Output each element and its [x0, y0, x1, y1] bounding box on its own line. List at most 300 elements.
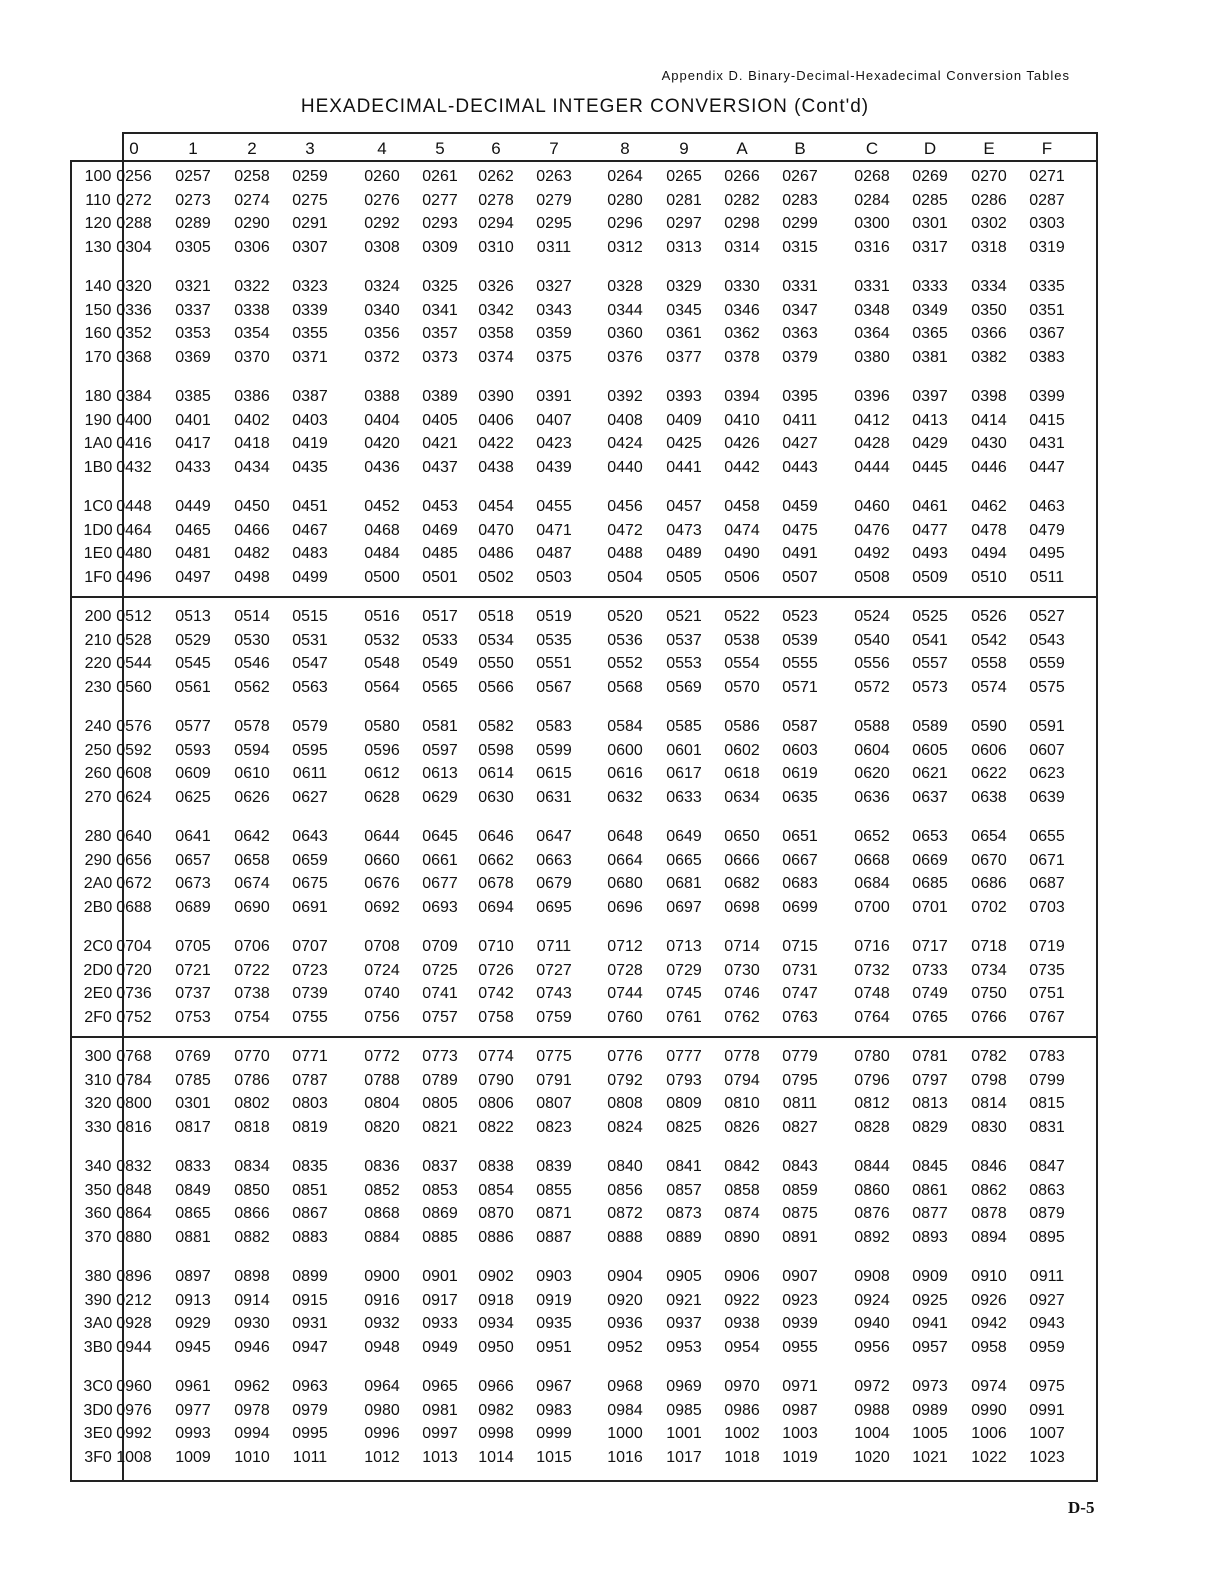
table-cell: 0450 [234, 498, 270, 515]
table-cell: 0524 [854, 608, 890, 625]
table-cell: 0285 [912, 191, 948, 209]
table-row [72, 192, 1096, 214]
table-cell: 0748 [854, 985, 890, 1002]
table-cell: 0916 [364, 1291, 400, 1309]
table-cell: 0706 [234, 938, 270, 955]
table-cell: 0514 [234, 608, 270, 625]
table-cell: 0430 [971, 435, 1007, 452]
table-cell: 0456 [607, 498, 643, 515]
table-cell: 0422 [478, 435, 514, 452]
table-cell: 0981 [422, 1401, 458, 1419]
table-cell: 0261 [422, 168, 458, 185]
table-cell: 0496 [116, 568, 152, 586]
table-cell: 0940 [854, 1315, 890, 1332]
table-cell: 0872 [607, 1205, 643, 1222]
table-cell: 0650 [724, 828, 760, 845]
table-cell: 0654 [971, 828, 1007, 845]
table-cell: 0428 [854, 435, 890, 452]
table-row [72, 302, 1096, 324]
table-cell: 0933 [422, 1315, 458, 1332]
table-cell: 0707 [292, 938, 328, 955]
table-cell: 0952 [607, 1338, 643, 1356]
table-cell: 0562 [234, 678, 270, 696]
row-label: 2F0 [84, 1008, 112, 1026]
table-cell: 0308 [364, 238, 400, 256]
table-cell: 0589 [912, 718, 948, 735]
row-label: 310 [84, 1071, 112, 1089]
table-cell: 0472 [607, 521, 643, 539]
row-label: 1E0 [83, 545, 113, 562]
table-cell: 0442 [724, 458, 760, 476]
table-cell: 0535 [536, 631, 572, 649]
table-cell: 0885 [422, 1228, 458, 1246]
table-cell: 0798 [971, 1071, 1007, 1089]
table-cell: 0327 [536, 278, 572, 295]
table-cell: 0810 [724, 1095, 760, 1112]
table-cell: 0865 [175, 1205, 211, 1222]
table-cell: 0310 [478, 238, 514, 256]
table-cell: 0839 [536, 1158, 572, 1175]
table-cell: 0917 [422, 1291, 458, 1309]
table-cell: 0459 [782, 498, 818, 515]
column-header-5: 5 [435, 139, 445, 158]
table-cell: 0806 [478, 1095, 514, 1112]
table-cell: 0461 [912, 498, 948, 515]
table-cell: 0578 [234, 718, 270, 735]
table-cell: 0370 [234, 348, 270, 366]
table-cell: 0441 [666, 458, 702, 476]
table-cell: 0983 [536, 1401, 572, 1419]
table-cell: 0502 [478, 568, 514, 586]
table-cell: 1002 [724, 1425, 760, 1442]
table-cell: 0550 [478, 655, 514, 672]
table-cell: 0766 [971, 1008, 1007, 1026]
table-cell: 0565 [422, 678, 458, 696]
table-cell: 0352 [116, 325, 152, 342]
table-cell: 0409 [666, 411, 702, 429]
table-cell: 0607 [1029, 741, 1065, 759]
table-cell: 1011 [292, 1448, 328, 1466]
table-row [72, 278, 1096, 300]
table-cell: 0765 [912, 1008, 948, 1026]
table-cell: 0696 [607, 898, 643, 916]
table-cell: 0351 [1029, 301, 1065, 319]
table-cell: 0997 [422, 1425, 458, 1442]
table-cell: 0941 [912, 1315, 948, 1332]
table-cell: 0947 [292, 1338, 328, 1356]
table-cell: 0830 [971, 1118, 1007, 1136]
table-cell: 0901 [422, 1268, 458, 1285]
table-cell: 0819 [292, 1118, 328, 1136]
table-cell: 0328 [607, 278, 643, 295]
table-cell: 0714 [724, 938, 760, 955]
table-cell: 0928 [116, 1315, 152, 1332]
column-header-C: C [865, 139, 879, 158]
table-cell: 0338 [234, 301, 270, 319]
table-cell: 0662 [478, 851, 514, 869]
table-cell: 0635 [782, 788, 818, 806]
row-label: 150 [84, 301, 112, 319]
table-cell: 0452 [364, 498, 400, 515]
table-cell: 0533 [422, 631, 458, 649]
table-cell: 0451 [292, 498, 328, 515]
table-cell: 0738 [234, 985, 270, 1002]
table-cell: 1022 [971, 1448, 1007, 1466]
row-label: 130 [84, 238, 112, 256]
table-row [72, 1048, 1096, 1070]
table-cell: 0782 [971, 1048, 1007, 1065]
table-cell: 0666 [724, 851, 760, 869]
table-row [72, 789, 1096, 811]
table-cell: 0732 [854, 961, 890, 979]
table-row [72, 498, 1096, 520]
table-row [72, 1119, 1096, 1141]
table-cell: 0725 [422, 961, 458, 979]
row-label: 2B0 [83, 898, 113, 916]
table-cell: 0640 [116, 828, 152, 845]
table-cell: 0931 [292, 1315, 328, 1332]
table-cell: 0542 [971, 631, 1007, 649]
table-cell: 0354 [234, 325, 270, 342]
table-cell: 0481 [175, 545, 211, 562]
table-cell: 0842 [724, 1158, 760, 1175]
table-cell: 0878 [971, 1205, 1007, 1222]
table-cell: 0279 [536, 191, 572, 209]
table-cell: 0554 [724, 655, 760, 672]
row-label: 110 [85, 191, 111, 209]
table-cell: 0909 [912, 1268, 948, 1285]
table-cell: 0276 [364, 191, 400, 209]
running-head: Appendix D. Binary-Decimal-Hexadecimal Conversion Tables [661, 68, 1070, 83]
table-cell: 0908 [854, 1268, 890, 1285]
page-title: HEXADECIMAL-DECIMAL INTEGER CONVERSION (Cont'd) [300, 96, 870, 117]
table-cell: 0637 [912, 788, 948, 806]
table-cell: 0682 [724, 875, 760, 892]
table-cell: 0466 [234, 521, 270, 539]
table-cell: 0786 [234, 1071, 270, 1089]
table-cell: 0458 [724, 498, 760, 515]
table-cell: 0761 [666, 1008, 702, 1026]
table-cell: 0436 [364, 458, 400, 476]
table-cell: 0268 [854, 168, 890, 185]
table-row [72, 1009, 1096, 1031]
row-label: 290 [84, 851, 112, 869]
table-cell: 0298 [724, 215, 760, 232]
column-header-B: B [794, 139, 806, 158]
table-cell: 0898 [234, 1268, 270, 1285]
table-cell: 0376 [607, 348, 643, 366]
table-cell: 0731 [782, 961, 818, 979]
table-cell: 1001 [666, 1425, 702, 1442]
table-cell: 0974 [971, 1378, 1007, 1395]
table-cell: 0642 [234, 828, 270, 845]
table-cell: 0301 [175, 1095, 211, 1112]
row-label: 360 [84, 1205, 112, 1222]
table-cell: 0736 [116, 985, 152, 1002]
table-row [72, 522, 1096, 544]
table-cell: 0486 [478, 545, 514, 562]
table-cell: 0509 [912, 568, 948, 586]
table-cell: 0880 [116, 1228, 152, 1246]
table-cell: 0668 [854, 851, 890, 869]
table-cell: 0890 [724, 1228, 760, 1246]
table-cell: 0627 [292, 788, 328, 806]
row-label: 190 [84, 411, 112, 429]
table-cell: 0922 [724, 1291, 760, 1309]
row-label: 3D0 [83, 1401, 113, 1419]
table-cell: 0290 [234, 215, 270, 232]
table-cell: 0269 [912, 168, 948, 185]
table-cell: 0412 [854, 411, 890, 429]
table-cell: 0625 [175, 788, 211, 806]
table-cell: 0525 [912, 608, 948, 625]
table-cell: 0822 [478, 1118, 514, 1136]
table-cell: 0808 [607, 1095, 643, 1112]
table-cell: 0624 [116, 788, 152, 806]
table-cell: 0361 [666, 325, 702, 342]
table-cell: 0381 [912, 348, 948, 366]
row-label: 390 [84, 1291, 112, 1309]
column-header-8: 8 [620, 139, 630, 158]
table-cell: 0764 [854, 1008, 890, 1026]
table-cell: 0288 [116, 215, 152, 232]
table-cell: 0760 [607, 1008, 643, 1026]
table-cell: 0284 [854, 191, 890, 209]
table-cell: 0921 [666, 1291, 702, 1309]
table-cell: 1003 [782, 1425, 818, 1442]
table-cell: 0675 [292, 875, 328, 892]
table-cell: 0720 [116, 961, 152, 979]
table-cell: 0278 [478, 191, 514, 209]
table-cell: 0755 [292, 1008, 328, 1026]
table-cell: 0932 [364, 1315, 400, 1332]
table-cell: 0425 [666, 435, 702, 452]
table-cell: 0964 [364, 1378, 400, 1395]
table-cell: 0349 [912, 301, 948, 319]
table-cell: 0273 [175, 191, 211, 209]
table-cell: 0602 [724, 741, 760, 759]
table-cell: 0614 [478, 765, 514, 782]
table-cell: 0888 [607, 1228, 643, 1246]
table-row [72, 1292, 1096, 1314]
table-cell: 1023 [1029, 1448, 1065, 1466]
table-cell: 1021 [912, 1448, 948, 1466]
table-cell: 0968 [607, 1378, 643, 1395]
table-cell: 0792 [607, 1071, 643, 1089]
table-cell: 0362 [724, 325, 760, 342]
table-row [72, 1182, 1096, 1204]
row-label: 3C0 [83, 1378, 113, 1395]
table-row [72, 215, 1096, 237]
table-cell: 0498 [234, 568, 270, 586]
table-cell: 0396 [854, 388, 890, 405]
table-cell: 0861 [912, 1181, 948, 1199]
row-label: 320 [84, 1095, 112, 1112]
table-cell: 0598 [478, 741, 514, 759]
table-cell: 0641 [175, 828, 211, 845]
table-cell: 0519 [536, 608, 572, 625]
table-row [72, 1072, 1096, 1094]
table-cell: 0600 [607, 741, 643, 759]
column-header-3: 3 [305, 139, 315, 158]
table-cell: 0306 [234, 238, 270, 256]
table-cell: 0628 [364, 788, 400, 806]
table-cell: 0852 [364, 1181, 400, 1199]
row-label: 3B0 [83, 1338, 113, 1356]
table-cell: 0324 [364, 278, 400, 295]
table-cell: 0630 [478, 788, 514, 806]
table-cell: 0996 [364, 1425, 400, 1442]
table-cell: 0485 [422, 545, 458, 562]
table-cell: 0382 [971, 348, 1007, 366]
table-cell: 0553 [666, 655, 702, 672]
table-cell: 0795 [782, 1071, 818, 1089]
table-cell: 0321 [175, 278, 211, 295]
table-cell: 0503 [536, 568, 572, 586]
table-cell: 0739 [292, 985, 328, 1002]
table-cell: 0621 [912, 765, 948, 782]
table-cell: 0884 [364, 1228, 400, 1246]
table-cell: 0272 [116, 191, 152, 209]
table-cell: 0482 [234, 545, 270, 562]
table-cell: 1017 [666, 1448, 702, 1466]
table-cell: 0904 [607, 1268, 643, 1285]
table-cell: 0408 [607, 411, 643, 429]
row-label: 2E0 [83, 985, 113, 1002]
column-header-1: 1 [188, 139, 198, 158]
table-cell: 0993 [175, 1425, 211, 1442]
table-cell: 1016 [607, 1448, 643, 1466]
table-cell: 0329 [666, 278, 702, 295]
table-cell: 0470 [478, 521, 514, 539]
table-cell: 0623 [1029, 765, 1065, 782]
table-cell: 0873 [666, 1205, 702, 1222]
table-cell: 0371 [292, 348, 328, 366]
table-cell: 0977 [175, 1401, 211, 1419]
table-cell: 0896 [116, 1268, 152, 1285]
table-cell: 0529 [175, 631, 211, 649]
table-cell: 0919 [536, 1291, 572, 1309]
table-cell: 0601 [666, 741, 702, 759]
table-cell: 0585 [666, 718, 702, 735]
table-row [72, 239, 1096, 261]
table-row [72, 1315, 1096, 1337]
column-header-E: E [983, 139, 995, 158]
table-cell: 0262 [478, 168, 514, 185]
table-cell: 0965 [422, 1378, 458, 1395]
table-cell: 0567 [536, 678, 572, 696]
table-cell: 0335 [1029, 278, 1065, 295]
table-cell: 0994 [234, 1425, 270, 1442]
table-cell: 0632 [607, 788, 643, 806]
table-cell: 0653 [912, 828, 948, 845]
table-cell: 0828 [854, 1118, 890, 1136]
table-cell: 0723 [292, 961, 328, 979]
table-cell: 0719 [1029, 938, 1065, 955]
table-cell: 0532 [364, 631, 400, 649]
table-cell: 0891 [782, 1228, 818, 1246]
table-cell: 0920 [607, 1291, 643, 1309]
row-label: 1F0 [84, 568, 112, 586]
table-cell: 0389 [422, 388, 458, 405]
table-cell: 0629 [422, 788, 458, 806]
table-cell: 0975 [1029, 1378, 1065, 1395]
table-cell: 0741 [422, 985, 458, 1002]
table-cell: 0474 [724, 521, 760, 539]
table-body [70, 160, 1098, 1482]
table-cell: 0590 [971, 718, 1007, 735]
row-label: 340 [84, 1158, 112, 1175]
table-cell: 0303 [1029, 215, 1065, 232]
table-cell: 0448 [116, 498, 152, 515]
table-cell: 0395 [782, 388, 818, 405]
table-cell: 0212 [116, 1291, 152, 1309]
table-cell: 0851 [292, 1181, 328, 1199]
row-label: 2D0 [83, 961, 113, 979]
table-cell: 0657 [175, 851, 211, 869]
table-row [72, 1449, 1096, 1471]
table-cell: 0778 [724, 1048, 760, 1065]
column-header-2: 2 [247, 139, 257, 158]
table-cell: 0948 [364, 1338, 400, 1356]
table-cell: 0495 [1029, 545, 1065, 562]
table-cell: 0712 [607, 938, 643, 955]
table-cell: 0528 [116, 631, 152, 649]
table-cell: 0431 [1029, 435, 1065, 452]
table-cell: 0580 [364, 718, 400, 735]
table-cell: 0857 [666, 1181, 702, 1199]
table-cell: 0616 [607, 765, 643, 782]
table-cell: 0455 [536, 498, 572, 515]
table-cell: 0512 [116, 608, 152, 625]
table-cell: 0708 [364, 938, 400, 955]
table-cell: 0929 [175, 1315, 211, 1332]
table-cell: 0353 [175, 325, 211, 342]
table-cell: 0793 [666, 1071, 702, 1089]
table-cell: 0817 [175, 1118, 211, 1136]
table-cell: 0858 [724, 1181, 760, 1199]
table-cell: 0711 [536, 938, 572, 955]
table-cell: 0875 [782, 1205, 818, 1222]
table-cell: 0715 [782, 938, 818, 955]
table-cell: 0781 [912, 1048, 948, 1065]
table-cell: 0318 [971, 238, 1007, 256]
table-cell: 0369 [175, 348, 211, 366]
table-cell: 0348 [854, 301, 890, 319]
table-cell: 0894 [971, 1228, 1007, 1246]
table-cell: 0847 [1029, 1158, 1065, 1175]
table-cell: 0881 [175, 1228, 211, 1246]
table-row [72, 1378, 1096, 1400]
table-cell: 0925 [912, 1291, 948, 1309]
table-row [72, 1339, 1096, 1361]
table-cell: 0753 [175, 1008, 211, 1026]
table-row [72, 962, 1096, 984]
table-cell: 0257 [175, 168, 211, 185]
table-cell: 0743 [536, 985, 572, 1002]
table-cell: 0693 [422, 898, 458, 916]
table-cell: 0626 [234, 788, 270, 806]
table-cell: 0508 [854, 568, 890, 586]
table-cell: 0902 [478, 1268, 514, 1285]
table-cell: 0373 [422, 348, 458, 366]
table-cell: 0768 [116, 1048, 152, 1065]
table-cell: 0892 [854, 1228, 890, 1246]
table-cell: 0420 [364, 435, 400, 452]
table-cell: 0319 [1029, 238, 1065, 256]
table-cell: 0583 [536, 718, 572, 735]
table-cell: 0516 [364, 608, 400, 625]
